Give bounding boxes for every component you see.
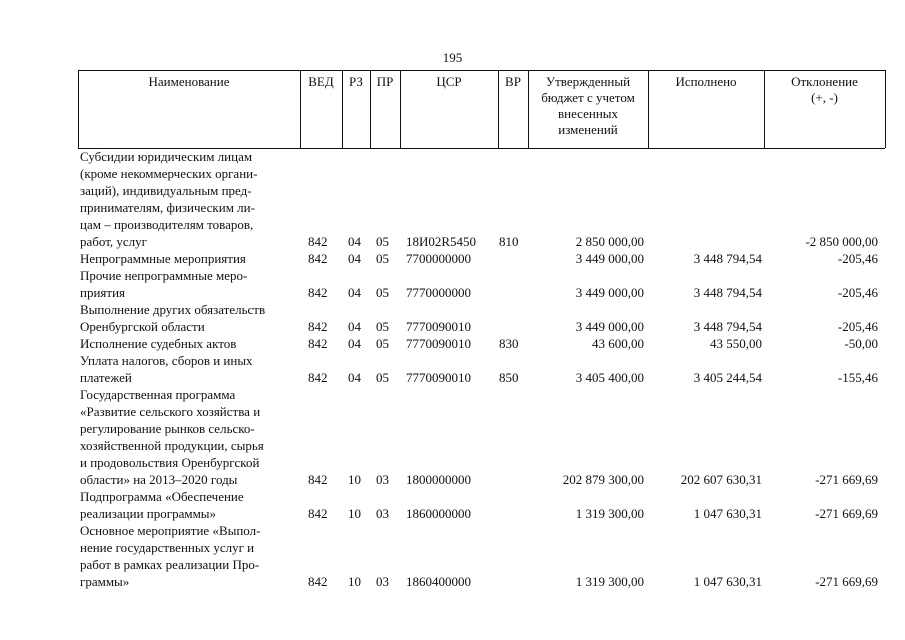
row-pr: 05 [376, 251, 389, 266]
row-csr: 7770090010 [406, 370, 471, 385]
row-rz: 10 [348, 506, 361, 521]
row-approved: 3 449 000,00 [575, 285, 644, 300]
row-rz: 04 [348, 251, 361, 266]
row-ved: 842 [308, 370, 328, 385]
row-deviation: -2 850 000,00 [805, 234, 878, 249]
row-deviation: -205,46 [837, 251, 878, 266]
header-approved: Утвержденный бюджет с учетом внесенных изменений [541, 74, 635, 137]
row-pr: 03 [376, 506, 389, 521]
row-executed: 3 448 794,54 [693, 319, 762, 334]
table-header [78, 70, 885, 148]
row-name: Выполнение других обязательств Оренбургской области [80, 302, 266, 334]
row-deviation: -50,00 [844, 336, 878, 351]
row-csr: 1860400000 [406, 574, 471, 589]
header-csr: ЦСР [436, 74, 462, 89]
row-name: Прочие непрограммные меро- приятия [80, 268, 248, 300]
row-rz: 04 [348, 234, 361, 249]
row-approved: 202 879 300,00 [562, 472, 644, 487]
row-ved: 842 [308, 574, 328, 589]
row-ved: 842 [308, 285, 328, 300]
row-deviation: -271 669,69 [815, 472, 878, 487]
row-ved: 842 [308, 472, 328, 487]
row-csr: 1800000000 [406, 472, 471, 487]
row-csr: 7770000000 [406, 285, 471, 300]
row-vr: 850 [499, 370, 519, 385]
row-deviation: -155,46 [837, 370, 878, 385]
row-name: Государственная программа «Развитие сельского хозяйства и регулирование рынков сельско- хозяйственной продукции, сырья и продовольствия Оренбургской области» на 2013–2020 годы [80, 387, 264, 487]
row-approved: 3 449 000,00 [575, 251, 644, 266]
col-border [885, 70, 886, 148]
row-name: Субсидии юридическим лицам (кроме некоммерческих органи- заций), индивидуальным пред- принимателям, физическим ли- цам – производителям товаров, работ, услуг [80, 149, 258, 249]
row-csr: 7770090010 [406, 319, 471, 334]
row-name: Непрограммные мероприятия [80, 251, 246, 266]
row-rz: 04 [348, 336, 361, 351]
header-name: Наименование [148, 74, 230, 89]
row-rz: 10 [348, 574, 361, 589]
row-rz: 04 [348, 370, 361, 385]
row-deviation: -205,46 [837, 285, 878, 300]
row-pr: 05 [376, 319, 389, 334]
row-executed: 1 047 630,31 [693, 574, 762, 589]
row-executed: 1 047 630,31 [693, 506, 762, 521]
row-ved: 842 [308, 234, 328, 249]
row-rz: 04 [348, 285, 361, 300]
row-name: Подпрограмма «Обеспечение реализации программы» [80, 489, 244, 521]
row-deviation: -205,46 [837, 319, 878, 334]
row-executed: 3 448 794,54 [693, 285, 762, 300]
row-pr: 05 [376, 370, 389, 385]
row-pr: 05 [376, 234, 389, 249]
header-deviation: Отклонение (+, -) [791, 74, 858, 105]
row-rz: 10 [348, 472, 361, 487]
header-executed: Исполнено [675, 74, 737, 89]
row-executed: 3 448 794,54 [693, 251, 762, 266]
row-name: Исполнение судебных актов [80, 336, 237, 351]
row-approved: 1 319 300,00 [575, 506, 644, 521]
header-ved: ВЕД [308, 74, 334, 89]
row-deviation: -271 669,69 [815, 506, 878, 521]
row-ved: 842 [308, 506, 328, 521]
row-pr: 05 [376, 336, 389, 351]
row-approved: 3 449 000,00 [575, 319, 644, 334]
row-name: Уплата налогов, сборов и иных платежей [80, 353, 253, 385]
header-rz: РЗ [349, 74, 363, 89]
row-csr: 7770090010 [406, 336, 471, 351]
row-ved: 842 [308, 336, 328, 351]
row-approved: 1 319 300,00 [575, 574, 644, 589]
row-approved: 3 405 400,00 [575, 370, 644, 385]
header-vr: ВР [505, 74, 521, 89]
header-pr: ПР [376, 74, 394, 89]
row-csr: 1860000000 [406, 506, 471, 521]
row-ved: 842 [308, 251, 328, 266]
row-csr: 7700000000 [406, 251, 471, 266]
row-pr: 03 [376, 472, 389, 487]
row-vr: 830 [499, 336, 519, 351]
row-executed: 202 607 630,31 [680, 472, 762, 487]
row-name: Основное мероприятие «Выпол- нение государственных услуг и работ в рамках реализации Про- граммы» [80, 523, 261, 589]
row-csr: 18И02R5450 [406, 234, 477, 249]
page-number: 195 [442, 50, 463, 65]
row-approved: 2 850 000,00 [575, 234, 644, 249]
row-ved: 842 [308, 319, 328, 334]
row-vr: 810 [499, 234, 519, 249]
row-executed: 43 550,00 [710, 336, 762, 351]
row-rz: 04 [348, 319, 361, 334]
row-executed: 3 405 244,54 [693, 370, 762, 385]
row-deviation: -271 669,69 [815, 574, 878, 589]
row-approved: 43 600,00 [592, 336, 644, 351]
row-pr: 05 [376, 285, 389, 300]
row-pr: 03 [376, 574, 389, 589]
